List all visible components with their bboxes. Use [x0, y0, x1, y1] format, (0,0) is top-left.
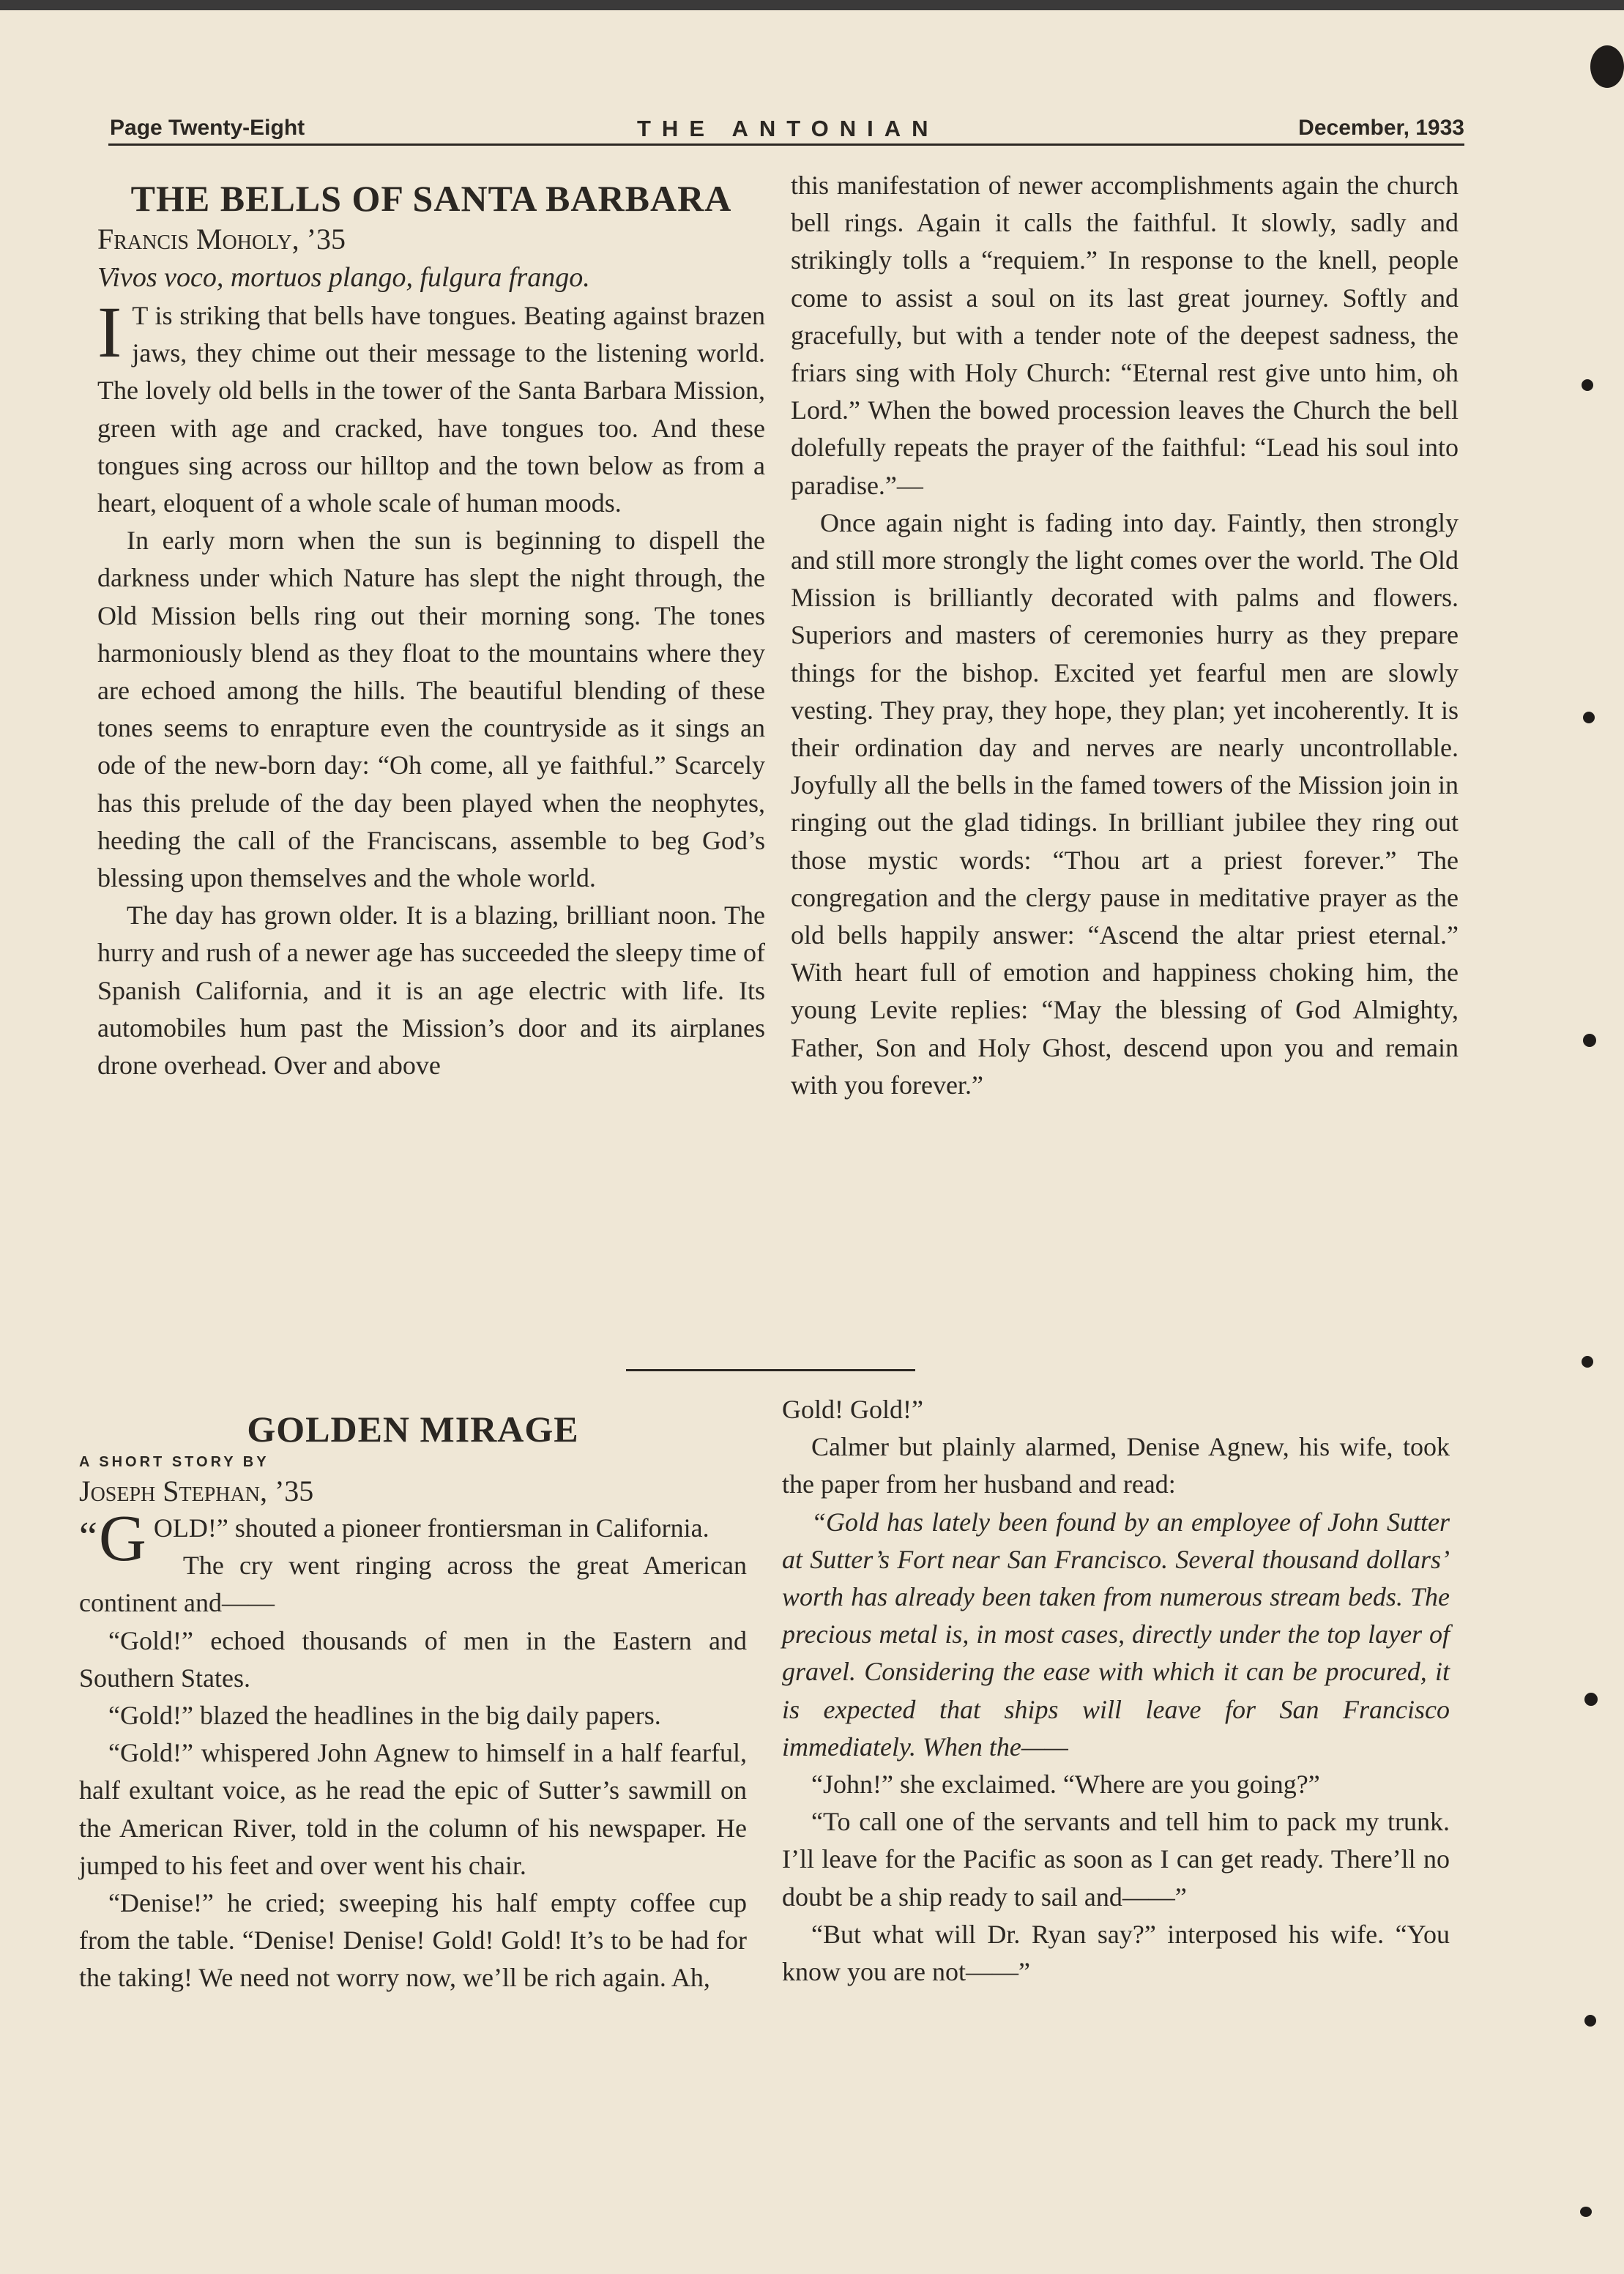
article2-paragraph: “Denise!” he cried; sweeping his half empty coffee cup from the table. “Denise! Denise! Gold! Gold! It’s to be had for the taking! We need not worry now, we’ll be rich again. Ah,: [79, 1888, 747, 1993]
drop-cap: I: [97, 291, 122, 373]
article2-author: Joseph Stephan, ’35: [79, 1475, 314, 1507]
binding-hole: [1584, 2015, 1596, 2027]
article2-paragraph: “Gold!” echoed thousands of men in the Eastern and Southern States.: [79, 1625, 747, 1693]
binding-hole: [1583, 1034, 1596, 1047]
article2-paragraph: “To call one of the servants and tell him to pack my trunk. I’ll leave for the Pacific as soon as I can get ready. There’ll no doubt be a ship ready to sail and——”: [782, 1807, 1450, 1912]
article2-paragraph: “ G OLD!” shouted a pioneer frontiersman in California.: [79, 1502, 709, 1575]
article1-paragraph: Once again night is fading into day. Faintly, then strongly and still more strongly the light comes over the world. The Old Mission is brilliantly decorated with palms and flowers. Superiors and masters of ceremonies hurry as they prepare things for the bishop. Excited yet fearful men are slowly vesting. They pray, they hope, they plan; yet incoherently. It is their ordination day and nerves are nearly uncontrollable. Joyfully all the bells in the famed towers of the Mission join in ringing out the glad tidings. In brilliant jubilee they ring out those mystic words: “Thou art a priest forever.” The congregation and the clergy pause in meditative prayer as the old bells happily answer: “Ascend the altar priest eternal.” With heart full of emotion and happiness choking him, the young Levite replies: “May the blessing of God Almighty, Father, Son and Holy Ghost, descend upon you and remain with you forever.”: [791, 507, 1459, 1100]
section-divider: [626, 1369, 915, 1371]
article2-quoted-notice: “Gold has lately been found by an employee of John Sutter at Sutter’s Fort near San Francisco. Several thousand dollars’ worth has already been taken from numerous stream beds. The precious metal is, in most cases, directly under the top layer of gravel. Considering the ease with which it can be procured, it is expected that ships will leave for San Francisco immediately. When the——: [782, 1507, 1450, 1762]
page-number-label: Page Twenty-Eight: [110, 116, 305, 140]
issue-date: December, 1933: [1298, 116, 1464, 140]
article2-paragraph: The cry went ringing across the great American continent and——: [79, 1551, 747, 1618]
article2-paragraph: “John!” she exclaimed. “Where are you going?”: [811, 1770, 1320, 1800]
article2-left-column: [79, 1407, 747, 1997]
opening-quote: “: [79, 1514, 97, 1559]
article2-paragraph: “But what will Dr. Ryan say?” interposed his wife. “You know you are not——”: [782, 1919, 1450, 1987]
magazine-name: THE ANTONIAN: [637, 116, 939, 141]
header-rule: [108, 143, 1464, 146]
article1-paragraph: The day has grown older. It is a blazing, brilliant noon. The hurry and rush of a newer age has succeeded the sleepy time of Spanish California, and it is an age electric with life. Its automobiles hum past the Mission’s door and its airplanes drone overhead. Over and above: [97, 901, 765, 1081]
article1-paragraph: this manifestation of newer accomplishments again the church bell rings. Again it calls the faithful. It slowly, sadly and strikingly tolls a “requiem.” In response to the knell, people come to assist a soul on its last great journey. Softly and gracefully, but with a tender note of the deepest sadness, the friars sing with Holy Church: “Eternal rest give unto him, oh Lord.” When the bowed procession leaves the Church the bell dolefully repeats the prayer of the faithful: “Lead his soul into paradise.”—: [791, 171, 1459, 500]
article2-kicker: A SHORT STORY BY: [79, 1454, 269, 1470]
binding-hole: [1590, 45, 1624, 88]
article2-paragraph: Calmer but plainly alarmed, Denise Agnew, his wife, took the paper from her husband and read:: [782, 1432, 1450, 1499]
binding-hole: [1582, 1356, 1593, 1368]
article1-title: THE BELLS OF SANTA BARBARA: [130, 178, 732, 219]
article2-title: GOLDEN MIRAGE: [247, 1409, 579, 1450]
article1-right-column: [791, 167, 1459, 1104]
article2-paragraph: “Gold!” blazed the headlines in the big daily papers.: [108, 1701, 661, 1731]
article1-paragraph: In early morn when the sun is beginning to dispell the darkness under which Nature has slept the night through, the Old Mission bells ring out their morning song. The tones harmoniously blend as they float to the mountains where they are echoed among the hills. The beautiful blending of these tones seems to enrapture even the countryside as it sings an ode of the new-born day: “Oh come, all ye faithful.” Scarcely has this prelude of the day been played when the neophytes, heeding the call of the Franciscans, assemble to beg God’s blessing upon themselves and the whole world.: [97, 526, 765, 893]
binding-hole: [1584, 1693, 1598, 1706]
article2-paragraph: Gold! Gold!”: [782, 1395, 923, 1424]
binding-hole: [1583, 712, 1595, 723]
article1-left-column: [97, 176, 765, 1084]
binding-hole: [1580, 2207, 1592, 2217]
binding-hole: [1582, 379, 1593, 391]
drop-cap: G: [98, 1502, 146, 1575]
scan-top-edge: [0, 0, 1624, 10]
article1-paragraph: I T is striking that bells have tongues. Beating against brazen jaws, they chime out their message to the listening world. The lovely old bells in the tower of the Santa Barbara Mission, green with age and cracked, have tongues too. And these tongues sing across our hilltop and the town below as from a heart, eloquent of a whole scale of human moods.: [97, 291, 765, 518]
article1-author: Francis Moholy, ’35: [97, 223, 346, 256]
article2-paragraph: “Gold!” whispered John Agnew to himself in a half fearful, half exultant voice, as he read the epic of Sutter’s sawmill on the American River, told in the column of his newspaper. He jumped to his feet and over went his chair.: [79, 1738, 747, 1880]
article1-motto: Vivos voco, mortuos plango, fulgura frango.: [97, 262, 590, 293]
article2-right-column: [782, 1391, 1450, 1991]
